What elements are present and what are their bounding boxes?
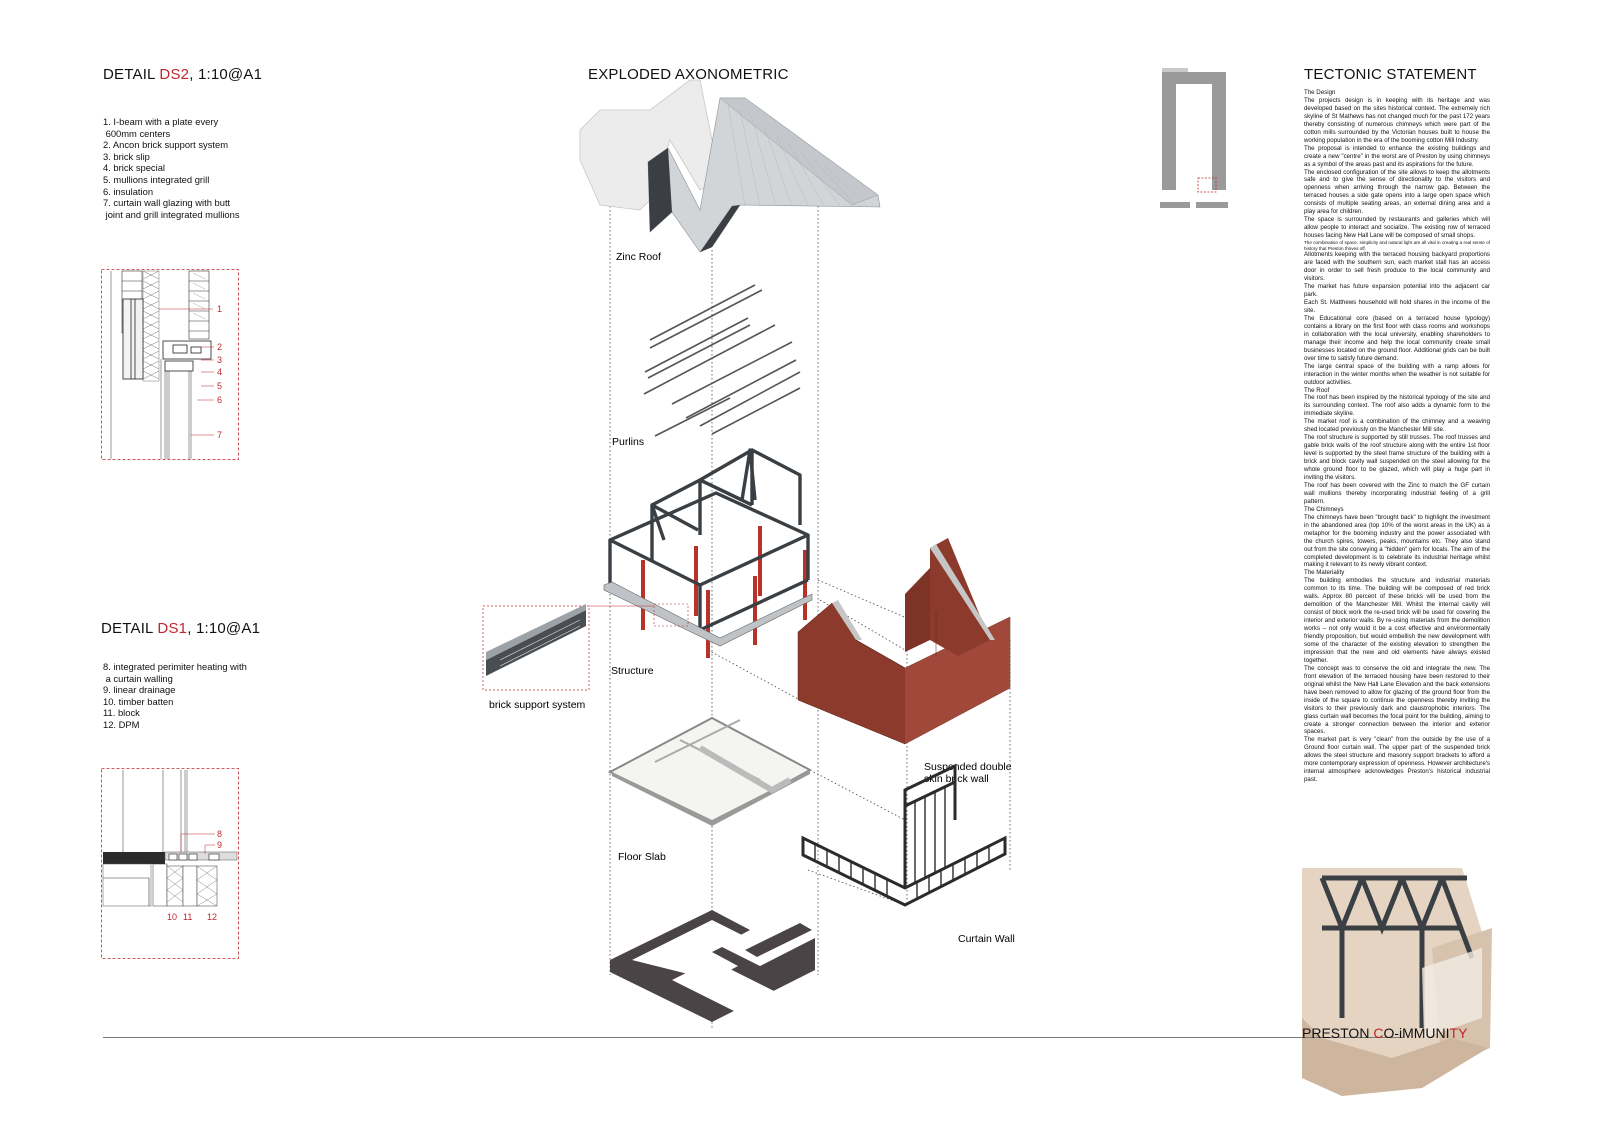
ground-line (103, 864, 151, 906)
statement-paragraph: The space is surrounded by restaurants and galleries which will allow people to interact and socialize. The existing row of terraced houses facing New Hall Lane will be composed of small shops. (1304, 216, 1490, 240)
statement-paragraph: Each St. Matthews household will hold shares in the income of the site. (1304, 299, 1490, 314)
statement-paragraph: The building embodies the structure and industrial materials common to its time. The building will be composed of red brick walls. Approx 80 percent of these bricks will be used from the demolition of the Manchester Mill. Whilst the internal cavity will consist of block work the re-used brick will be used for covering the interior and exterior walls. By re-using materials from the demolition works – not only would it be a cost effective and environmentally friendly proposition, but would embellish the new development with some of the character of the existing elevation to strengthen the impression that the new and old elements have always existed together. (1304, 577, 1490, 664)
brand-part: PRESTON (1302, 1025, 1374, 1041)
statement-paragraph: The projects design is in keeping with its heritage and was developed based on the sites historical context. The extremely rich skyline of St Mathews has not changed much for the past 172 years thereby consisting of numerous chimneys which were part of the cotton mills surrounded by the Victorian houses built to house the working population in the era of the booming cotton Mill Industry. (1304, 96, 1490, 144)
floor-slab (610, 718, 810, 826)
legend-item: 1. I-beam with a plate every 600mm centers (103, 116, 219, 139)
statement-paragraph: The roof has been inspired by the historical typology of the site and its surrounding context. The roof also adds a dynamic form to the immediate skyline. (1304, 394, 1490, 418)
ds1-callout: 12 (207, 912, 218, 922)
label-zinc-roof: Zinc Roof (616, 251, 661, 263)
ds2-callout: 4 (217, 367, 223, 377)
statement-title: TECTONIC STATEMENT (1304, 66, 1477, 83)
brick-support-inset (483, 604, 654, 690)
axo-drawing (470, 78, 1030, 1038)
ds2-callout: 7 (217, 430, 223, 440)
statement-paragraph: The roof has been covered with the Zinc to match the GF curtain wall mullions thereby incorporating industrial feeling of a grill pattern. (1304, 481, 1490, 505)
statement-paragraph: The market part is very "clean" from the outside by the use of a Ground floor curtain wall. The upper part of the suspended brick allows the steel structure and masonry support brackets to afford a more contemporary expression of openness. However architecture's internal atmosphere acknowledges Preston's historical industrial past. (1304, 736, 1490, 784)
label-floor-slab: Floor Slab (618, 851, 666, 863)
legend-item: 7. curtain wall glazing with butt joint and grill integrated mullions (103, 197, 240, 220)
ds2-heading (103, 66, 262, 83)
ds1-callout: 8 (217, 829, 223, 839)
statement-paragraph: The Chimneys (1304, 505, 1344, 513)
suspended-brick-wall (798, 538, 1010, 744)
site-key-plan (1158, 66, 1234, 216)
statement-paragraph: The chimneys have been "brought back" to highlight the investment in the abandoned area (top 10% of the worst areas in the UK) as a metaphor for the booming industry and the power associated with the church spires, towers, peaks, mountains etc. They also stand out from the site conveying a "hidden" gem for locals. The aim of the completed development is to celebrate its industrial heritage whilst making it relevant to its newly vibrant context. (1304, 513, 1490, 569)
ds1-detail-drawing (101, 768, 241, 960)
legend-item: 8. integrated perimiter heating with a curtain walling (103, 661, 247, 684)
ds1-legend (103, 661, 247, 731)
ds2-callout: 5 (217, 381, 223, 391)
statement-paragraph: The market has future expansion potential into the adjacent car park. (1304, 283, 1490, 299)
ds1-heading (101, 620, 260, 637)
label-curtain-wall: Curtain Wall (958, 933, 1015, 945)
label-suspended-wall-2: skin brick wall (924, 773, 989, 785)
legend-item: 6. insulation (103, 185, 154, 197)
project-brand (1302, 1025, 1467, 1041)
statement-paragraph: The proposal is intended to enhance the existing buildings and create a new "centre" in the worst are of Preston by using chimneys as a symbol of the areas past and its aspirations for the future. (1304, 144, 1490, 168)
ds1-leaders (181, 834, 215, 854)
legend-item: 9. linear drainage (103, 684, 176, 696)
ancon-bracket (163, 341, 211, 371)
structure (604, 450, 812, 658)
brand-part: C (1373, 1025, 1384, 1041)
curtain-wall-mullions (815, 786, 989, 898)
ds1-glazing-lines (123, 770, 187, 852)
statement-paragraph: The concept was to conserve the old and integrate the new. The front elevation of the terraced housing have been restored to their original whilst the New Hall Lane Elevation and the back extensions have been removed to allow for glazing of the ground floor from the inside of the square to continue the openness thereby inviting the visitors to their previously dark and claustrophobic interiors. The glass curtain wall becomes the focal point for the building, aiming to create a stronger connection between the interior and exterior spaces. (1304, 664, 1490, 736)
axo-title: EXPLODED AXONOMETRIC (588, 66, 789, 83)
ds2-callout: 3 (217, 355, 223, 365)
i-beam (123, 299, 143, 379)
statement-paragraph: The combination of space, simplicity and natural light are all vital in creating a real sense of history that Preston thrives off. (1304, 240, 1490, 251)
statement-paragraph: The Roof (1304, 386, 1330, 394)
statement-body (1304, 89, 1490, 784)
key-plan-outline (1162, 72, 1226, 190)
ds2-detail-drawing (101, 269, 241, 461)
statement-paragraph: The enclosed configuration of the site allows to keep the allotments safe and to give the sense of directionality to the visitors and openness when arriving through the narrow gap. Between the terraced houses a side gate opens into a large open space which consists of multiple seating areas, an external dining area and a play area for children. (1304, 168, 1490, 216)
label-suspended-wall-1: Suspended double (924, 761, 1012, 773)
ds1-heading-suffix: , 1:10@A1 (187, 620, 261, 637)
ds2-callout: 2 (217, 342, 223, 352)
statement-paragraph: The roof structure is supported by still trusses. The roof trusses and gable brick walls of the roof structure along with the entire 1st floor level is supported by the steel frame structure of the building with a brick and block cavity wall suspended on the steel allowing for the whole ground floor to be glazed, which will play a huge part in inviting the visitors. (1304, 434, 1490, 481)
heating-units (169, 854, 219, 860)
brand-part: O-iMMUNI (1383, 1025, 1450, 1041)
ds1-callout: 9 (217, 840, 223, 850)
floor-slab-section (103, 852, 165, 864)
model-photo (1302, 868, 1492, 1096)
ds2-callout: 6 (217, 395, 223, 405)
ds1-callout: 10 (167, 912, 178, 922)
insulation-hatch (143, 271, 159, 381)
label-structure: Structure (611, 665, 654, 677)
dpm-line (103, 878, 149, 906)
label-brick-support: brick support system (489, 699, 586, 711)
purlins (644, 285, 800, 436)
brand-part: TY (1449, 1025, 1468, 1041)
legend-item: 11. block (103, 707, 140, 719)
ds2-callout: 1 (217, 304, 223, 314)
legend-item: 12. DPM (103, 718, 140, 730)
statement-paragraph: The Design (1304, 89, 1336, 96)
ds2-heading-code: DS2 (159, 66, 190, 83)
curtain-wall (803, 766, 1005, 905)
ds1-callout: 11 (183, 912, 193, 922)
outer-brick (189, 271, 209, 339)
statement-paragraph: Allotments keeping with the terraced housing backyard proportions are faced with the southern sun, each market stall has an access door in order to sell fresh produce to the local community and visitors. (1304, 251, 1490, 283)
ds2-legend (103, 116, 240, 220)
legend-item: 4. brick special (103, 162, 166, 174)
label-purlins: Purlins (612, 436, 645, 448)
legend-item: 10. timber batten (103, 695, 174, 707)
ds1-heading-prefix: DETAIL (101, 620, 158, 637)
bottom-rule (103, 1037, 1403, 1038)
legend-item: 5. mullions integrated grill (103, 173, 210, 185)
foundation-frame (610, 910, 815, 1022)
legend-item: 2. Ancon brick support system (103, 139, 229, 151)
statement-paragraph: The market roof is a combination of the chimney and a weaving shed located previously on the Manchester Mill site. (1304, 418, 1490, 434)
ds2-heading-prefix: DETAIL (103, 66, 160, 83)
ds1-blockwork (153, 864, 217, 906)
ds1-heading-code: DS1 (157, 620, 188, 637)
statement-paragraph: The Materiality (1304, 569, 1345, 577)
legend-item: 3. brick slip (103, 150, 150, 162)
statement-paragraph: The Educational core (based on a terraced house typology) contains a library on the first floor with class rooms and workshops in collaboration with the local university, enabling shareholders to manage their income and help the local community create small businesses located on the ground floor. Additional grids can be built over time to satisfy future demand. (1304, 314, 1490, 362)
statement-paragraph: The large central space of the building with a ramp allows for interaction in the winter months when the weather is not suitable for outdoor activities. (1304, 362, 1490, 386)
ds2-heading-suffix: , 1:10@A1 (189, 66, 263, 83)
